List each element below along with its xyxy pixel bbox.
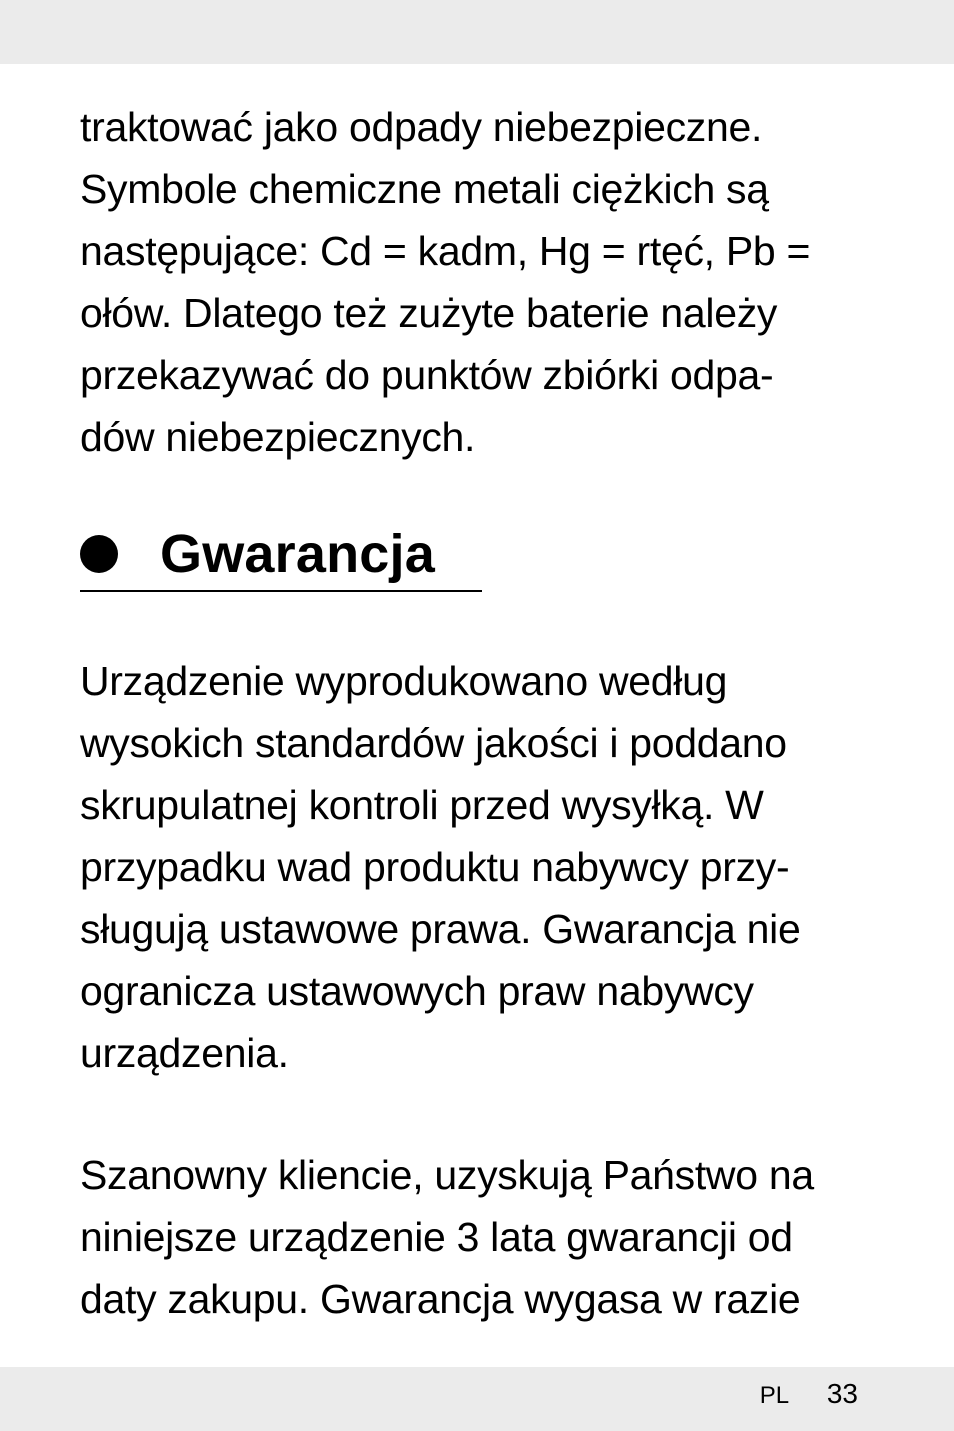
text-line: ogranicza ustawowych praw nabywcy — [80, 968, 754, 1014]
paragraph-warranty-intro — [80, 650, 890, 1084]
text-line: traktować jako odpady niebezpieczne. — [80, 104, 763, 150]
text-line: przekazywać do punktów zbiórki odpa- — [80, 352, 774, 398]
paragraph-warranty-period — [80, 1144, 890, 1330]
text-line: urządzenia. — [80, 1030, 289, 1076]
text-line: sługują ustawowe prawa. Gwarancja nie — [80, 906, 801, 952]
text-line: ołów. Dlatego też zużyte baterie należy — [80, 290, 778, 336]
text-line: skrupulatnej kontroli przed wysyłką. W — [80, 782, 764, 828]
text-line: Urządzenie wyprodukowano według — [80, 658, 728, 704]
text-line: przypadku wad produktu nabywcy przy- — [80, 844, 790, 890]
language-label: PL — [759, 1382, 790, 1409]
text-line: Symbole chemiczne metali ciężkich są — [80, 166, 769, 212]
text-line: wysokich standardów jakości i poddano — [80, 720, 787, 766]
page-number: 33 — [826, 1378, 858, 1409]
text-line: daty zakupu. Gwarancja wygasa w razie — [80, 1276, 801, 1322]
bullet-icon — [80, 535, 118, 573]
page-footer — [760, 1376, 858, 1414]
text-line: Szanowny kliencie, uzyskują Państwo na — [80, 1152, 814, 1198]
top-band — [0, 0, 954, 64]
paragraph-disposal — [80, 96, 890, 468]
section-heading — [80, 518, 482, 592]
text-line: następujące: Cd = kadm, Hg = rtęć, Pb = — [80, 228, 811, 274]
text-line: niniejsze urządzenie 3 lata gwarancji od — [80, 1214, 793, 1260]
section-title: Gwarancja — [160, 524, 435, 584]
text-line: dów niebezpiecznych. — [80, 414, 476, 460]
